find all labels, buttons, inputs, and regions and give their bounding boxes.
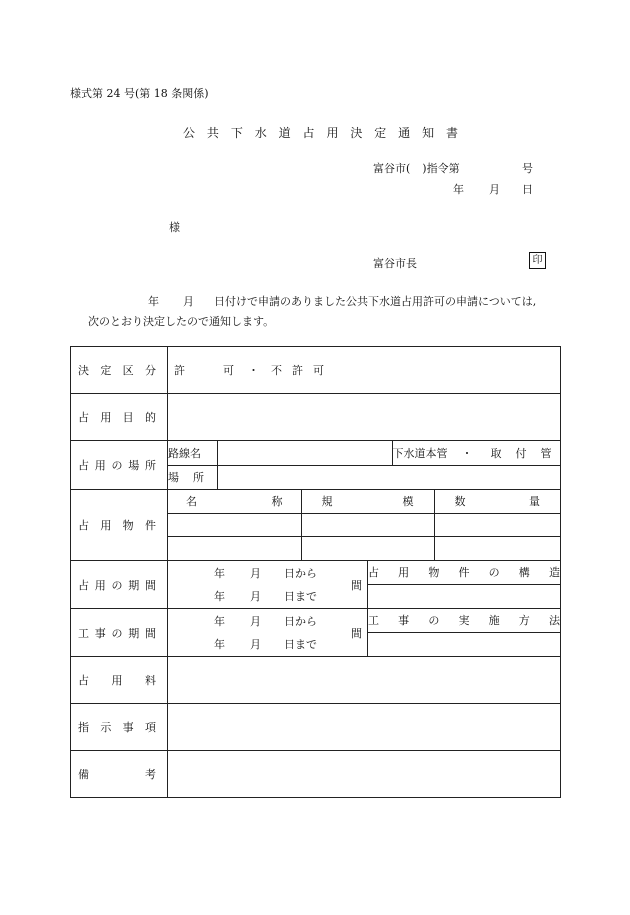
title-char: 下 <box>230 126 243 140</box>
place-label: 場 所 <box>168 465 217 489</box>
title-char: 道 <box>278 126 291 140</box>
label-fee: 占 用 料 <box>71 657 168 704</box>
addressee-suffix: 様 <box>169 221 180 234</box>
fee-field[interactable] <box>168 657 561 704</box>
body-text: 日付けで申請のありました公共下水道占用許可の申請については, <box>214 295 537 308</box>
issuer-ref-number-suffix: 号 <box>522 162 533 175</box>
issuer-ref-prefix: 富谷市( <box>373 162 411 175</box>
option-deny-1: 不 <box>271 364 282 377</box>
form-number: 様式第 24 号(第 18 条関係) <box>70 87 209 100</box>
decision-form-table <box>70 346 561 798</box>
label-structure: 占 用 物 件 の 構 造 <box>368 561 561 584</box>
occupancy-period-dates[interactable]: 年 月 日から 年 月 日まで 間 <box>168 561 368 608</box>
label-work-method: 工 事 の 実 施 方 法 <box>368 609 561 632</box>
option-permit-1: 許 <box>174 364 185 377</box>
title-char: 共 <box>206 126 219 140</box>
body-year: 年 <box>148 295 159 308</box>
title-char: 水 <box>254 126 267 140</box>
option-permit-2: 可 <box>223 364 234 377</box>
purpose-field[interactable] <box>168 394 561 441</box>
header-scale: 規 模 <box>301 490 434 513</box>
row-remarks <box>71 751 561 798</box>
object-quantity-1[interactable] <box>434 513 560 536</box>
object-name-1[interactable] <box>168 513 301 536</box>
body-line-2: 次のとおり決定したので通知します。 <box>88 315 275 328</box>
title-char: 公 <box>183 126 196 140</box>
header-quantity: 数 量 <box>434 490 560 513</box>
option-deny-2: 許 <box>292 364 303 377</box>
issuer-name: 富谷市長 <box>373 257 417 270</box>
row-location <box>71 441 561 490</box>
row-instructions <box>71 704 561 751</box>
label-location: 占 用 の 場 所 <box>71 441 168 490</box>
row-objects <box>71 490 561 561</box>
row-fee <box>71 657 561 704</box>
decision-value[interactable] <box>168 347 561 394</box>
date-month: 月 <box>489 183 500 196</box>
title-char: 書 <box>445 126 458 140</box>
pipe-type-options[interactable]: 下水道本管 ・ 取 付 管 <box>392 441 560 465</box>
label-objects: 占 用 物 件 <box>71 490 168 561</box>
date-day: 日 <box>522 183 533 196</box>
route-name-label: 路線名 <box>168 441 217 465</box>
option-deny-3: 可 <box>313 364 324 377</box>
seal-mark: 印 <box>529 252 546 269</box>
remarks-field[interactable] <box>168 751 561 798</box>
title-char: 占 <box>302 126 315 140</box>
title-char: 用 <box>326 126 339 140</box>
structure-field[interactable] <box>368 584 561 608</box>
row-purpose <box>71 394 561 441</box>
issuer-reference <box>373 160 460 176</box>
label-remarks: 備 考 <box>71 751 168 798</box>
row-work-period <box>71 609 561 657</box>
work-period-dates[interactable]: 年 月 日から 年 月 日まで 間 <box>168 609 368 656</box>
separator-dot: ・ <box>248 364 259 377</box>
label-occupancy-period: 占 用 の 期 間 <box>71 561 168 609</box>
label-decision: 決 定 区 分 <box>71 347 168 394</box>
header-name: 名 称 <box>168 490 301 513</box>
object-scale-1[interactable] <box>301 513 434 536</box>
work-method-field[interactable] <box>368 632 561 656</box>
route-name-field[interactable] <box>217 441 392 465</box>
title-char: 通 <box>398 126 411 140</box>
object-quantity-2[interactable] <box>434 536 560 560</box>
instructions-field[interactable] <box>168 704 561 751</box>
title-char: 知 <box>422 126 435 140</box>
title-char: 決 <box>350 126 363 140</box>
date-year: 年 <box>453 183 464 196</box>
issuer-ref-mid: )指令第 <box>422 162 460 175</box>
object-name-2[interactable] <box>168 536 301 560</box>
label-work-period: 工 事 の 期 間 <box>71 609 168 657</box>
row-decision <box>71 347 561 394</box>
label-purpose: 占 用 目 的 <box>71 394 168 441</box>
body-line-1 <box>148 293 536 309</box>
title-char: 定 <box>374 126 387 140</box>
label-instructions: 指 示 事 項 <box>71 704 168 751</box>
place-field[interactable] <box>217 465 560 489</box>
body-month: 月 <box>183 295 194 308</box>
document-title <box>183 124 458 141</box>
object-scale-2[interactable] <box>301 536 434 560</box>
row-occupancy-period <box>71 561 561 609</box>
